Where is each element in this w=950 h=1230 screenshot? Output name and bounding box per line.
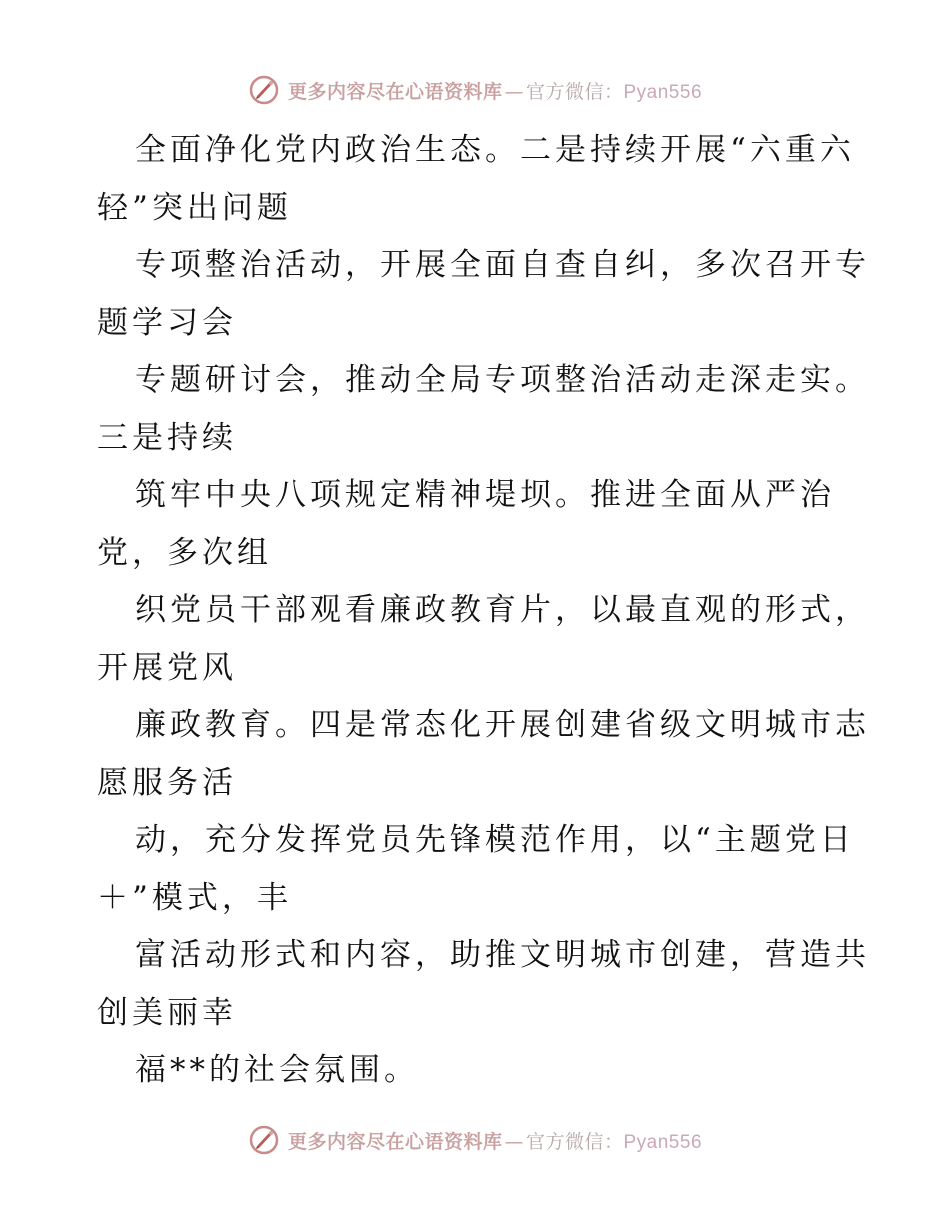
watermark-separator: —	[504, 80, 524, 103]
text-line: 专项整治活动，开展全面自查自纠，多次召开专	[135, 247, 870, 283]
quill-circle-logo-icon	[248, 1124, 280, 1156]
paragraph-2	[97, 237, 870, 352]
text-line: 专题研讨会，推动全局专项整治活动走深走实。	[135, 362, 870, 398]
text-line: 全面净化党内政治生态。二是持续开展“六重六	[135, 132, 855, 168]
text-line: 富活动形式和内容，助推文明城市创建，营造共	[135, 937, 870, 973]
watermark-wechat-id: Pyan556	[623, 1131, 703, 1153]
paragraph-6	[97, 697, 870, 812]
text-line: 愿服务活	[97, 764, 237, 801]
paragraph-3	[97, 352, 870, 467]
watermark-brand: 更多内容尽在心语资料库	[287, 80, 503, 103]
text-line: 党，多次组	[97, 534, 272, 571]
watermark-brand: 更多内容尽在心语资料库	[287, 1130, 503, 1153]
paragraph-4	[97, 467, 867, 582]
text-line: 福**的社会氛围。	[135, 1052, 419, 1088]
paragraph-1	[97, 122, 867, 237]
text-line: ＋”模式，丰	[97, 879, 292, 916]
header-watermark	[0, 70, 950, 110]
paragraph-7	[97, 812, 867, 927]
quill-circle-logo-icon	[248, 74, 280, 106]
document-body	[97, 122, 870, 1100]
text-line: 动，充分发挥党员先锋模范作用，以“主题党日	[135, 822, 855, 858]
watermark-separator: —	[504, 1130, 524, 1153]
paragraph-5	[97, 582, 870, 697]
text-line: 三是持续	[97, 419, 237, 456]
text-line: 轻”突出问题	[97, 189, 292, 226]
watermark-text	[288, 77, 702, 104]
paragraph-9	[97, 1042, 867, 1100]
text-line: 创美丽幸	[97, 994, 237, 1031]
footer-watermark	[0, 1120, 950, 1160]
text-line: 题学习会	[97, 304, 237, 341]
text-line: 织党员干部观看廉政教育片，以最直观的形式，	[135, 592, 870, 628]
text-line: 筑牢中央八项规定精神堤坝。推进全面从严治	[135, 477, 835, 513]
watermark-text	[288, 1127, 702, 1154]
watermark-wechat-label: 官方微信：	[525, 1130, 624, 1153]
text-line: 廉政教育。四是常态化开展创建省级文明城市志	[135, 707, 870, 743]
paragraph-8	[97, 927, 870, 1042]
text-line: 开展党风	[97, 649, 237, 686]
watermark-wechat-id: Pyan556	[623, 81, 703, 103]
watermark-wechat-label: 官方微信：	[525, 80, 624, 103]
